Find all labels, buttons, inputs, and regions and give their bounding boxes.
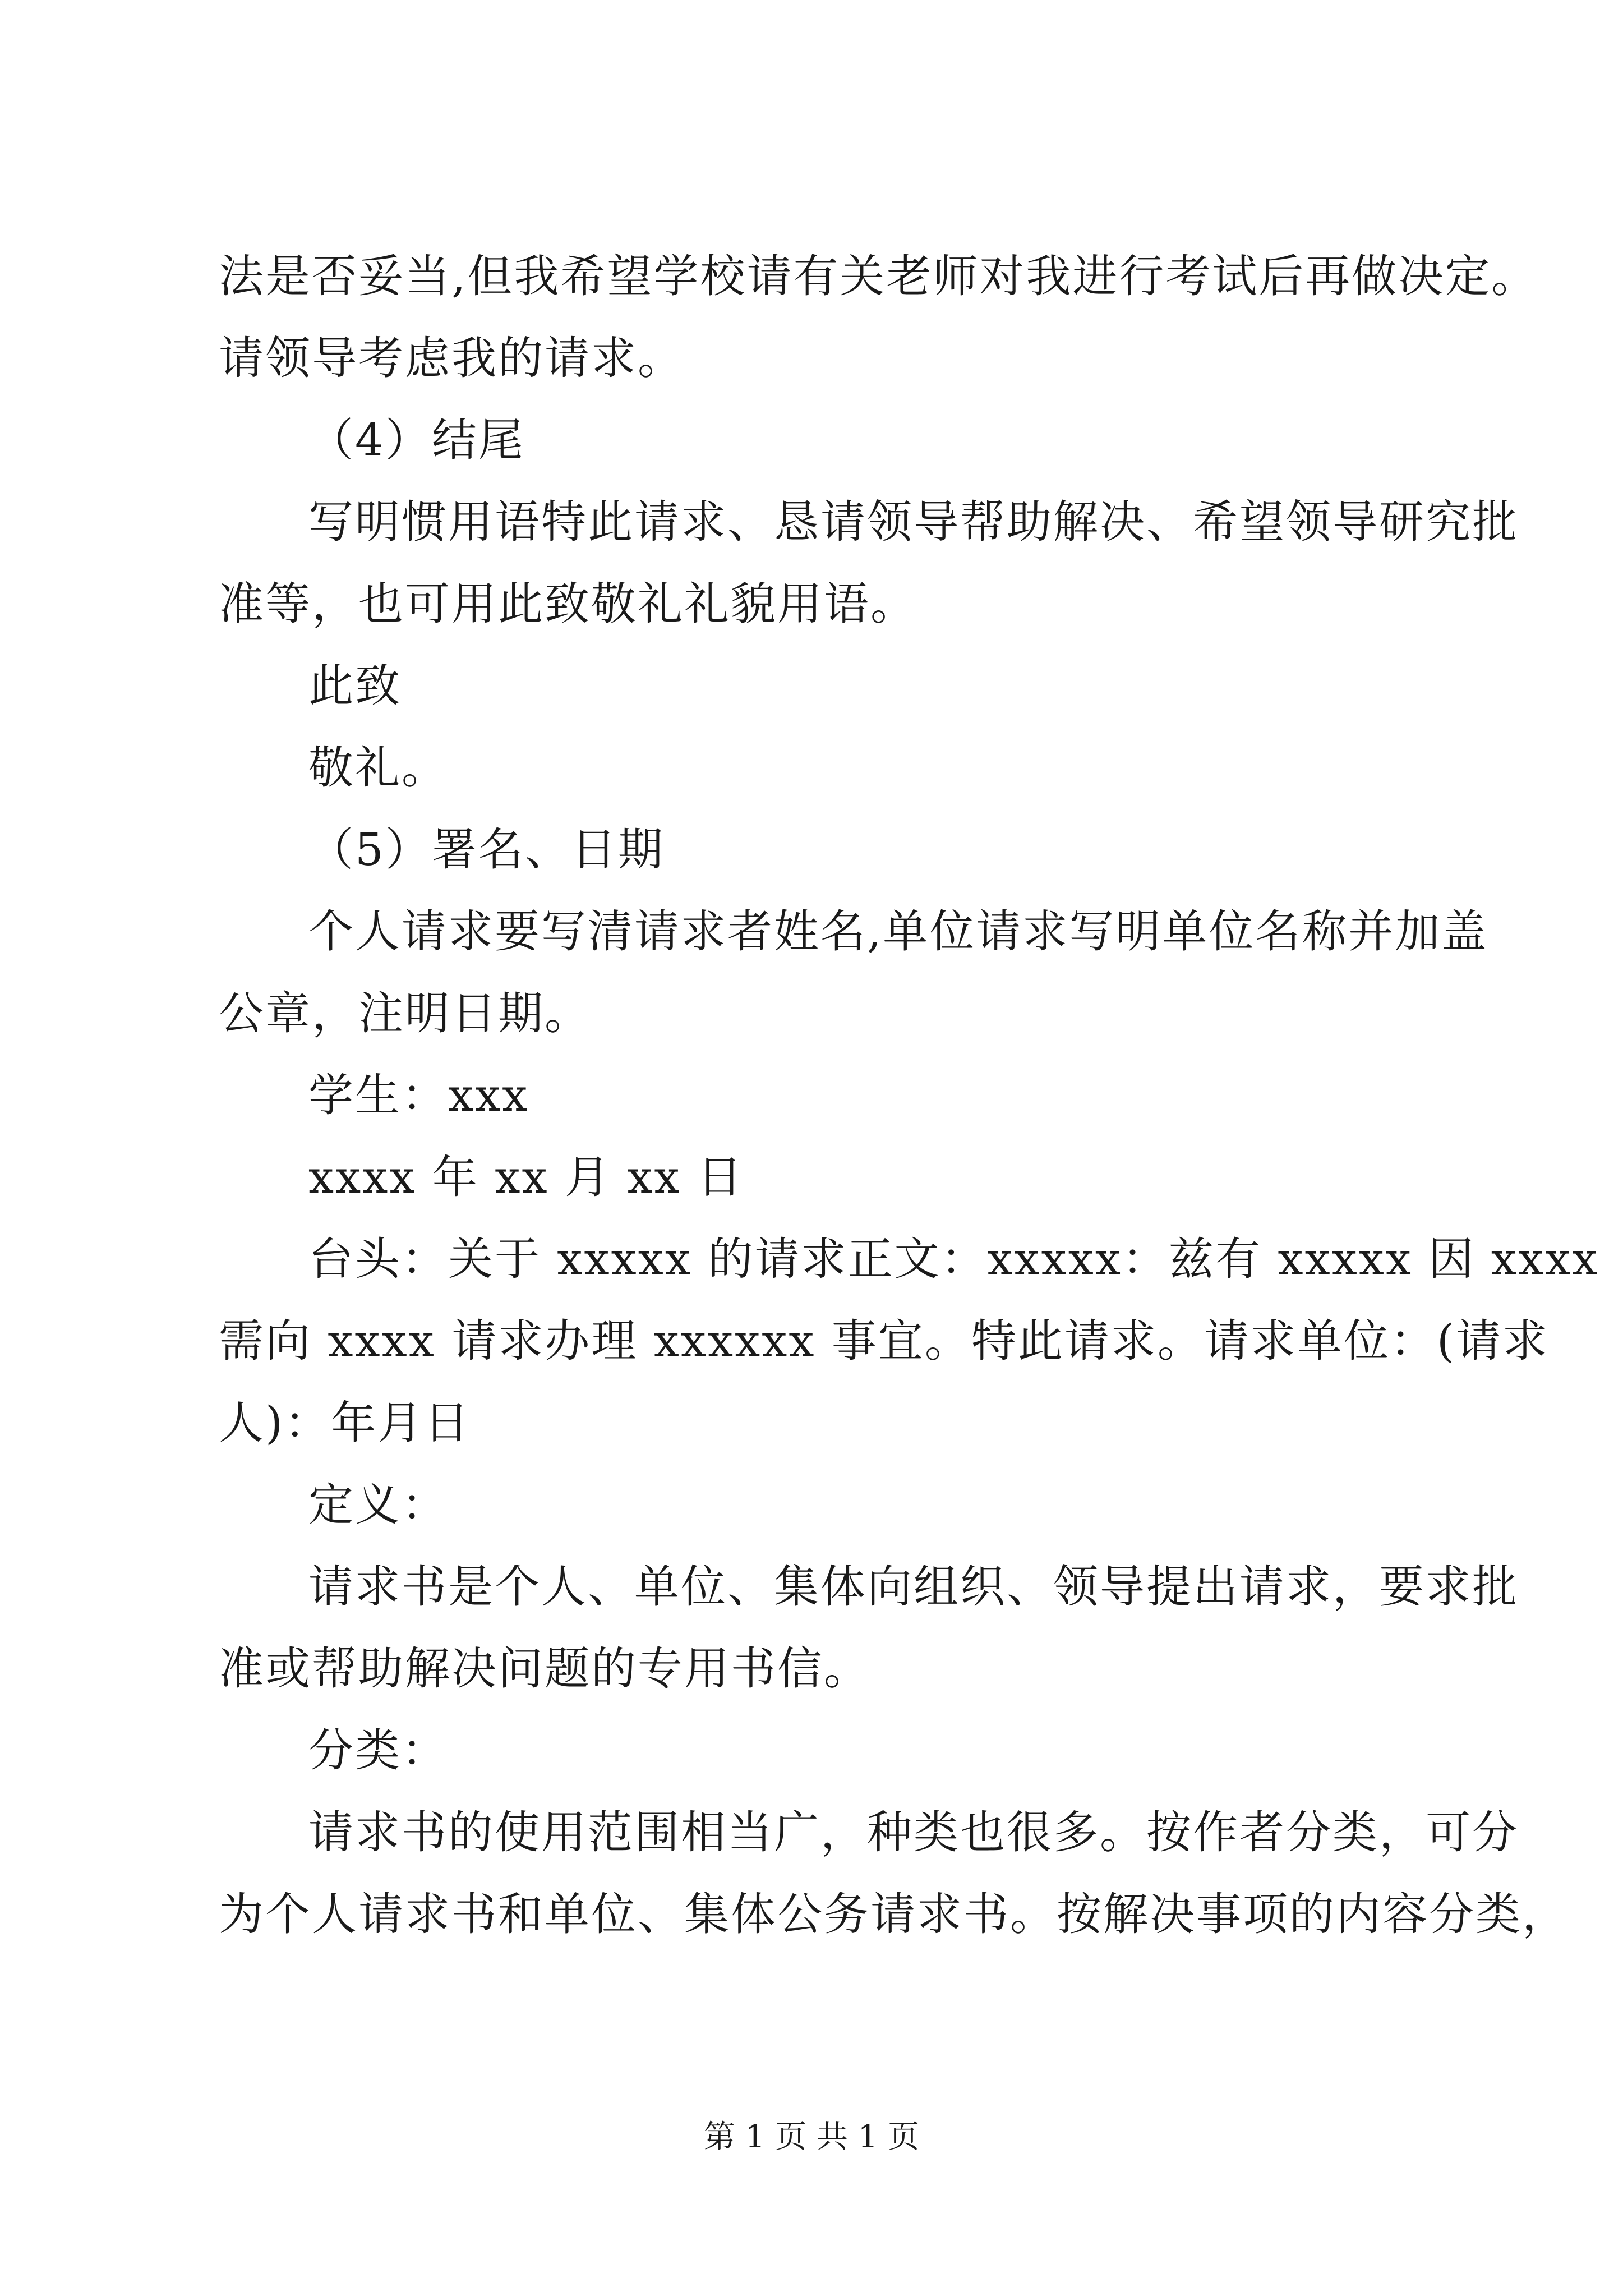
section-heading: （5）署名、日期 [308,823,665,876]
text-line: 台头：关于 xxxxx 的请求正文：xxxxx：兹有 xxxxx 因 xxxx [308,1233,1599,1285]
text-line: 法是否妥当,但我希望学校请有关老师对我进行考试后再做决定。 [219,250,1538,302]
text-line: 需向 xxxx 请求办理 xxxxxx 事宜。特此请求。请求单位：(请求 [219,1315,1550,1367]
text-line: 写明惯用语特此请求、恳请领导帮助解决、希望领导研究批 [308,496,1519,548]
text-line: 为个人请求书和单位、集体公务请求书。按解决事项的内容分类， [219,1888,1569,1940]
text-line: 公章，注明日期。 [219,987,591,1039]
text-line: 人)：年月日 [219,1397,471,1449]
text-line: 敬礼。 [308,742,448,794]
text-line: 请领导考虑我的请求。 [219,332,684,384]
text-line: 学生：xxx [308,1069,529,1121]
text-line: 准等，也可用此致敬礼礼貌用语。 [219,578,917,630]
text-line: 此致 [308,660,402,712]
text-line: 定义： [308,1479,448,1531]
section-heading: （4）结尾 [308,414,525,466]
text-line: 请求书的使用范围相当广，种类也很多。按作者分类，可分 [308,1806,1519,1858]
document-body [219,236,1599,1955]
text-line: 分类： [308,1724,448,1777]
text-line: 请求书是个人、单位、集体向组织、领导提出请求，要求批 [308,1561,1519,1613]
text-line: 个人请求要写清请求者姓名,单位请求写明单位名称并加盖 [308,905,1488,958]
page-number-footer: 第 1 页 共 1 页 [703,2119,920,2155]
text-line: 准或帮助解决问题的专用书信。 [219,1642,870,1695]
text-line: xxxx 年 xx 月 xx 日 [308,1151,744,1203]
